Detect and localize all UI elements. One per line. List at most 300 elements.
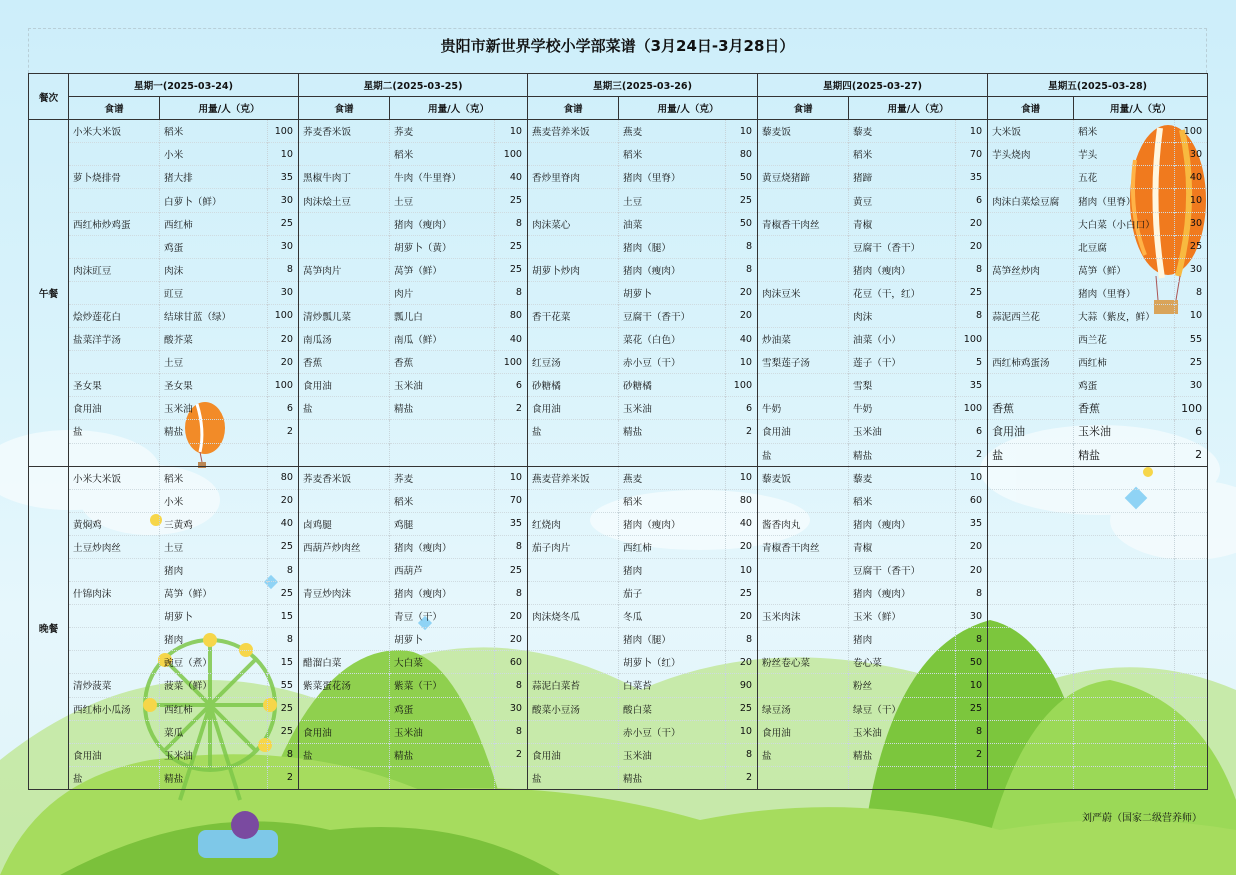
amount-value bbox=[1175, 697, 1208, 720]
dish-name: 香蕉 bbox=[299, 351, 390, 374]
dish-name bbox=[988, 605, 1074, 628]
ingredient-name: 油菜（小） bbox=[849, 328, 956, 351]
table-row bbox=[29, 443, 1208, 466]
amount-value: 8 bbox=[956, 258, 988, 281]
amount-header: 用量/人（克） bbox=[619, 97, 758, 120]
amount-value bbox=[1175, 674, 1208, 697]
dish-name: 南瓜汤 bbox=[299, 328, 390, 351]
amount-value: 8 bbox=[726, 743, 758, 766]
ingredient-name: 结球甘蓝（绿） bbox=[160, 304, 268, 327]
ingredient-name: 玉米油 bbox=[849, 720, 956, 743]
ingredient-name: 西兰花 bbox=[1074, 328, 1175, 351]
dish-name: 西葫芦炒肉丝 bbox=[299, 535, 390, 558]
ingredient-name: 猪肉（瘦肉） bbox=[849, 512, 956, 535]
dish-name: 砂糖橘 bbox=[528, 374, 619, 397]
ingredient-name: 北豆腐 bbox=[1074, 235, 1175, 258]
dish-name: 肉沫豆米 bbox=[758, 281, 849, 304]
amount-value: 2 bbox=[268, 766, 299, 789]
amount-value: 8 bbox=[495, 535, 528, 558]
ingredient-name: 西红柿 bbox=[160, 212, 268, 235]
amount-value: 20 bbox=[268, 328, 299, 351]
ingredient-name bbox=[849, 766, 956, 789]
ingredient-name: 稻米 bbox=[849, 143, 956, 166]
ingredient-name bbox=[1074, 697, 1175, 720]
dish-name: 香炒里脊肉 bbox=[528, 166, 619, 189]
ingredient-name bbox=[1074, 466, 1175, 489]
ingredient-name: 青椒 bbox=[849, 535, 956, 558]
meal-label: 晚餐 bbox=[29, 466, 69, 789]
day-header: 星期一(2025-03-24) bbox=[69, 74, 299, 97]
dish-name: 食用油 bbox=[69, 397, 160, 420]
dish-name bbox=[758, 258, 849, 281]
ingredient-name: 鸡蛋 bbox=[390, 697, 495, 720]
day-header-row bbox=[29, 74, 1208, 97]
dish-name bbox=[988, 674, 1074, 697]
amount-value: 25 bbox=[726, 189, 758, 212]
ingredient-name: 荞麦 bbox=[390, 466, 495, 489]
amount-value: 8 bbox=[956, 628, 988, 651]
dish-name: 燕麦营养米饭 bbox=[528, 466, 619, 489]
ingredient-name: 胡萝卜 bbox=[390, 628, 495, 651]
ingredient-name: 稻米 bbox=[619, 143, 726, 166]
ingredient-name: 玉米油 bbox=[849, 420, 956, 443]
ingredient-name: 青椒 bbox=[849, 212, 956, 235]
amount-value: 8 bbox=[268, 558, 299, 581]
ingredient-name: 精盐 bbox=[849, 443, 956, 466]
dish-name bbox=[299, 443, 390, 466]
dish-name bbox=[988, 212, 1074, 235]
dish-name bbox=[758, 628, 849, 651]
dish-name: 肉沫烩土豆 bbox=[299, 189, 390, 212]
ingredient-name: 大白菜（小白口） bbox=[1074, 212, 1175, 235]
amount-value: 20 bbox=[726, 605, 758, 628]
ingredient-name bbox=[619, 443, 726, 466]
amount-value bbox=[1175, 743, 1208, 766]
table-row bbox=[29, 535, 1208, 558]
dish-name: 小米大米饭 bbox=[69, 120, 160, 143]
amount-value: 25 bbox=[495, 189, 528, 212]
page-title: 贵阳市新世界学校小学部菜谱（3月24日-3月28日） bbox=[28, 28, 1207, 73]
table-row bbox=[29, 466, 1208, 489]
ingredient-name: 猪肉 bbox=[160, 628, 268, 651]
dish-name bbox=[758, 374, 849, 397]
ingredient-name: 赤小豆（干） bbox=[619, 351, 726, 374]
dish-name: 食用油 bbox=[299, 374, 390, 397]
ingredient-name: 牛肉（牛里脊） bbox=[390, 166, 495, 189]
amount-value: 10 bbox=[1175, 304, 1208, 327]
amount-value: 20 bbox=[726, 304, 758, 327]
ingredient-name: 猪肉（瘦肉） bbox=[619, 512, 726, 535]
dish-name bbox=[988, 628, 1074, 651]
ingredient-name: 莴笋（鲜） bbox=[1074, 258, 1175, 281]
ingredient-name: 稻米 bbox=[619, 489, 726, 512]
dish-name bbox=[299, 697, 390, 720]
table-row bbox=[29, 235, 1208, 258]
amount-value: 20 bbox=[495, 605, 528, 628]
dish-name: 酸菜小豆汤 bbox=[528, 697, 619, 720]
amount-value bbox=[495, 766, 528, 789]
amount-value: 15 bbox=[268, 605, 299, 628]
dish-name: 炒油菜 bbox=[758, 328, 849, 351]
dish-name bbox=[69, 443, 160, 466]
amount-value: 8 bbox=[495, 720, 528, 743]
amount-value: 20 bbox=[726, 535, 758, 558]
ingredient-name: 稻米 bbox=[1074, 120, 1175, 143]
ingredient-name: 精盐 bbox=[619, 420, 726, 443]
amount-value: 25 bbox=[956, 697, 988, 720]
ingredient-name bbox=[1074, 720, 1175, 743]
amount-header: 用量/人（克） bbox=[390, 97, 528, 120]
table-row bbox=[29, 720, 1208, 743]
amount-value: 20 bbox=[956, 235, 988, 258]
amount-value: 70 bbox=[495, 489, 528, 512]
dish-name: 食用油 bbox=[528, 397, 619, 420]
dish-name: 盐菜洋芋汤 bbox=[69, 328, 160, 351]
amount-value: 30 bbox=[268, 235, 299, 258]
ingredient-name: 胡萝卜 bbox=[160, 605, 268, 628]
ingredient-name: 鸡腿 bbox=[390, 512, 495, 535]
ingredient-name: 五花 bbox=[1074, 166, 1175, 189]
dish-name bbox=[988, 235, 1074, 258]
ingredient-name: 稻米 bbox=[849, 489, 956, 512]
ingredient-name: 精盐 bbox=[390, 743, 495, 766]
amount-value bbox=[1175, 628, 1208, 651]
amount-value: 8 bbox=[268, 258, 299, 281]
ingredient-name: 西红柿 bbox=[1074, 351, 1175, 374]
amount-value: 2 bbox=[1175, 443, 1208, 466]
amount-value: 25 bbox=[495, 258, 528, 281]
amount-value bbox=[1175, 651, 1208, 674]
amount-value: 25 bbox=[1175, 235, 1208, 258]
dish-name: 蒜泥白菜苔 bbox=[528, 674, 619, 697]
dish-name bbox=[69, 605, 160, 628]
ingredient-name bbox=[390, 766, 495, 789]
ingredient-name: 精盐 bbox=[160, 420, 268, 443]
dish-name bbox=[758, 674, 849, 697]
amount-value bbox=[495, 443, 528, 466]
dish-name bbox=[528, 582, 619, 605]
amount-value: 35 bbox=[956, 374, 988, 397]
amount-value: 6 bbox=[956, 189, 988, 212]
amount-value: 35 bbox=[956, 166, 988, 189]
dish-name: 青椒香干肉丝 bbox=[758, 212, 849, 235]
dish-name bbox=[528, 143, 619, 166]
day-header: 星期五(2025-03-28) bbox=[988, 74, 1208, 97]
amount-value: 25 bbox=[726, 697, 758, 720]
dish-name: 西红柿炒鸡蛋 bbox=[69, 212, 160, 235]
amount-value bbox=[1175, 489, 1208, 512]
amount-value: 6 bbox=[956, 420, 988, 443]
ingredient-name bbox=[1074, 743, 1175, 766]
ingredient-name: 小米 bbox=[160, 489, 268, 512]
table-row bbox=[29, 697, 1208, 720]
amount-value: 25 bbox=[268, 720, 299, 743]
amount-value: 30 bbox=[1175, 374, 1208, 397]
dish-name: 肉沫菜心 bbox=[528, 212, 619, 235]
dish-name bbox=[528, 720, 619, 743]
table-row bbox=[29, 766, 1208, 789]
ingredient-name: 精盐 bbox=[1074, 443, 1175, 466]
dish-name bbox=[758, 189, 849, 212]
ingredient-name: 西红柿 bbox=[160, 697, 268, 720]
dish-name bbox=[299, 420, 390, 443]
amount-value: 6 bbox=[1175, 420, 1208, 443]
dish-name: 盐 bbox=[69, 420, 160, 443]
meal-column-header: 餐次 bbox=[29, 74, 69, 120]
ingredient-name: 豆腐干（香干） bbox=[619, 304, 726, 327]
dish-name: 西红柿鸡蛋汤 bbox=[988, 351, 1074, 374]
amount-value: 100 bbox=[726, 374, 758, 397]
amount-value: 2 bbox=[495, 397, 528, 420]
dish-header: 食谱 bbox=[988, 97, 1074, 120]
dish-name bbox=[299, 235, 390, 258]
ingredient-name: 小米 bbox=[160, 143, 268, 166]
amount-value: 10 bbox=[726, 720, 758, 743]
table-row bbox=[29, 212, 1208, 235]
ingredient-name: 精盐 bbox=[390, 397, 495, 420]
table-row bbox=[29, 143, 1208, 166]
ingredient-name: 砂糖橘 bbox=[619, 374, 726, 397]
menu-table bbox=[28, 73, 1208, 790]
dish-name bbox=[69, 651, 160, 674]
ingredient-name: 土豆 bbox=[619, 189, 726, 212]
dish-name bbox=[988, 743, 1074, 766]
amount-value: 8 bbox=[495, 281, 528, 304]
ingredient-name: 大蒜（紫皮，鲜） bbox=[1074, 304, 1175, 327]
dish-name: 莴笋丝炒肉 bbox=[988, 258, 1074, 281]
dish-name bbox=[69, 235, 160, 258]
dish-name: 肉沫豇豆 bbox=[69, 258, 160, 281]
dish-name bbox=[988, 466, 1074, 489]
amount-value bbox=[1175, 558, 1208, 581]
amount-value: 10 bbox=[726, 351, 758, 374]
dish-name: 茄子肉片 bbox=[528, 535, 619, 558]
amount-value: 70 bbox=[956, 143, 988, 166]
dish-name: 荞麦香米饭 bbox=[299, 466, 390, 489]
amount-value: 8 bbox=[956, 720, 988, 743]
dish-name: 青椒香干肉丝 bbox=[758, 535, 849, 558]
dish-name: 紫菜蛋花汤 bbox=[299, 674, 390, 697]
ingredient-name: 西葫芦 bbox=[390, 558, 495, 581]
amount-value bbox=[956, 766, 988, 789]
table-row bbox=[29, 651, 1208, 674]
ingredient-name: 青豆（干） bbox=[390, 605, 495, 628]
table-row bbox=[29, 189, 1208, 212]
dish-name: 青豆炒肉沫 bbox=[299, 582, 390, 605]
ingredient-name bbox=[160, 443, 268, 466]
amount-value bbox=[726, 443, 758, 466]
amount-value: 25 bbox=[495, 558, 528, 581]
ingredient-name: 冬瓜 bbox=[619, 605, 726, 628]
ingredient-name: 土豆 bbox=[160, 535, 268, 558]
dish-name: 酱香肉丸 bbox=[758, 512, 849, 535]
amount-header: 用量/人（克） bbox=[1074, 97, 1208, 120]
amount-value: 50 bbox=[726, 212, 758, 235]
ingredient-name: 玉米油 bbox=[619, 743, 726, 766]
ingredient-name: 猪肉（腿） bbox=[619, 628, 726, 651]
amount-value: 80 bbox=[268, 466, 299, 489]
amount-value: 8 bbox=[726, 235, 758, 258]
amount-value: 8 bbox=[495, 212, 528, 235]
amount-value: 10 bbox=[268, 143, 299, 166]
dish-name: 卤鸡腿 bbox=[299, 512, 390, 535]
ingredient-name: 胡萝卜 bbox=[619, 281, 726, 304]
dish-name bbox=[988, 489, 1074, 512]
dish-name: 圣女果 bbox=[69, 374, 160, 397]
amount-value bbox=[495, 420, 528, 443]
dish-name bbox=[988, 328, 1074, 351]
menu-body bbox=[29, 120, 1208, 790]
ingredient-name: 燕麦 bbox=[619, 466, 726, 489]
dish-name: 什锦肉沫 bbox=[69, 582, 160, 605]
ingredient-name: 猪肉（瘦肉） bbox=[390, 535, 495, 558]
ingredient-name: 卷心菜 bbox=[849, 651, 956, 674]
amount-value: 10 bbox=[726, 120, 758, 143]
amount-value bbox=[1175, 605, 1208, 628]
dish-name bbox=[528, 189, 619, 212]
amount-value: 10 bbox=[956, 120, 988, 143]
dish-name: 肉沫烧冬瓜 bbox=[528, 605, 619, 628]
table-row bbox=[29, 420, 1208, 443]
amount-value: 30 bbox=[268, 189, 299, 212]
ingredient-name bbox=[1074, 535, 1175, 558]
ingredient-name: 猪肉 bbox=[849, 628, 956, 651]
day-header: 星期三(2025-03-26) bbox=[528, 74, 758, 97]
ingredient-name: 土豆 bbox=[160, 351, 268, 374]
dish-name: 食用油 bbox=[988, 420, 1074, 443]
ingredient-name: 瓢儿白 bbox=[390, 304, 495, 327]
ingredient-name bbox=[1074, 558, 1175, 581]
dish-name bbox=[528, 443, 619, 466]
ingredient-name: 稻米 bbox=[390, 489, 495, 512]
dish-name: 雪梨莲子汤 bbox=[758, 351, 849, 374]
ingredient-name: 莲子（干） bbox=[849, 351, 956, 374]
ingredient-name: 胡萝卜（黄） bbox=[390, 235, 495, 258]
dish-name bbox=[758, 766, 849, 789]
ingredient-name: 猪肉（里脊） bbox=[1074, 189, 1175, 212]
ingredient-name: 黄豆 bbox=[849, 189, 956, 212]
dish-name: 绿豆汤 bbox=[758, 697, 849, 720]
dish-name bbox=[299, 281, 390, 304]
dish-name bbox=[988, 651, 1074, 674]
nutritionist-signature: 刘严蔚（国家二级营养师） bbox=[1082, 813, 1202, 824]
amount-value: 80 bbox=[726, 489, 758, 512]
amount-value: 10 bbox=[956, 466, 988, 489]
amount-value: 20 bbox=[956, 212, 988, 235]
day-header: 星期四(2025-03-27) bbox=[758, 74, 988, 97]
dish-header: 食谱 bbox=[69, 97, 160, 120]
dish-name: 黄豆烧猪蹄 bbox=[758, 166, 849, 189]
amount-value: 6 bbox=[268, 397, 299, 420]
amount-value: 10 bbox=[726, 466, 758, 489]
dish-name bbox=[758, 558, 849, 581]
ingredient-name: 藜麦 bbox=[849, 466, 956, 489]
meal-label: 午餐 bbox=[29, 120, 69, 466]
dish-name bbox=[758, 582, 849, 605]
ingredient-name: 芋头 bbox=[1074, 143, 1175, 166]
amount-value: 80 bbox=[495, 304, 528, 327]
dish-name: 香干花菜 bbox=[528, 304, 619, 327]
dish-name: 小米大米饭 bbox=[69, 466, 160, 489]
amount-value: 2 bbox=[726, 766, 758, 789]
ingredient-name: 玉米油 bbox=[1074, 420, 1175, 443]
ingredient-name: 白萝卜（鲜） bbox=[160, 189, 268, 212]
amount-value: 15 bbox=[268, 651, 299, 674]
ingredient-name: 鸡蛋 bbox=[160, 235, 268, 258]
dish-name: 醋溜白菜 bbox=[299, 651, 390, 674]
table-row bbox=[29, 328, 1208, 351]
dish-name: 黄焖鸡 bbox=[69, 512, 160, 535]
amount-value: 20 bbox=[268, 351, 299, 374]
dish-name: 香蕉 bbox=[988, 397, 1074, 420]
amount-value: 2 bbox=[726, 420, 758, 443]
ingredient-name: 菠菜（鲜） bbox=[160, 674, 268, 697]
amount-value: 30 bbox=[495, 697, 528, 720]
dish-name bbox=[299, 605, 390, 628]
ingredient-name: 玉米（鲜） bbox=[849, 605, 956, 628]
ingredient-name bbox=[1074, 674, 1175, 697]
table-row bbox=[29, 512, 1208, 535]
amount-value: 6 bbox=[726, 397, 758, 420]
dish-name: 盐 bbox=[758, 743, 849, 766]
ingredient-name: 南瓜（鲜） bbox=[390, 328, 495, 351]
amount-value: 80 bbox=[726, 143, 758, 166]
ingredient-name: 猪肉（瘦肉） bbox=[390, 212, 495, 235]
ingredient-name: 胡萝卜（红） bbox=[619, 651, 726, 674]
amount-value: 5 bbox=[956, 351, 988, 374]
amount-value: 100 bbox=[956, 328, 988, 351]
ingredient-name: 猪肉（里脊） bbox=[1074, 281, 1175, 304]
ingredient-name: 精盐 bbox=[849, 743, 956, 766]
ingredient-name: 玉米油 bbox=[390, 374, 495, 397]
ingredient-name bbox=[1074, 512, 1175, 535]
amount-value: 55 bbox=[268, 674, 299, 697]
amount-value: 2 bbox=[956, 443, 988, 466]
amount-value bbox=[1175, 766, 1208, 789]
amount-value bbox=[1175, 535, 1208, 558]
table-row bbox=[29, 605, 1208, 628]
ingredient-name bbox=[1074, 582, 1175, 605]
dish-name: 食用油 bbox=[758, 420, 849, 443]
dish-name bbox=[528, 489, 619, 512]
ingredient-name: 精盐 bbox=[619, 766, 726, 789]
dish-name: 土豆炒肉丝 bbox=[69, 535, 160, 558]
dish-name: 清炒瓢儿菜 bbox=[299, 304, 390, 327]
ingredient-name: 绿豆（干） bbox=[849, 697, 956, 720]
ingredient-name: 赤小豆（干） bbox=[619, 720, 726, 743]
amount-value: 40 bbox=[268, 512, 299, 535]
amount-value: 25 bbox=[956, 281, 988, 304]
amount-value: 20 bbox=[268, 489, 299, 512]
table-row bbox=[29, 281, 1208, 304]
dish-name bbox=[299, 628, 390, 651]
ingredient-name bbox=[1074, 628, 1175, 651]
table-row bbox=[29, 628, 1208, 651]
dish-name: 藜麦饭 bbox=[758, 466, 849, 489]
ingredient-name: 猪肉 bbox=[160, 558, 268, 581]
ingredient-name: 牛奶 bbox=[849, 397, 956, 420]
amount-value: 40 bbox=[495, 328, 528, 351]
day-header: 星期二(2025-03-25) bbox=[299, 74, 528, 97]
amount-header: 用量/人（克） bbox=[849, 97, 988, 120]
dish-name bbox=[988, 697, 1074, 720]
table-row bbox=[29, 166, 1208, 189]
dish-name bbox=[988, 535, 1074, 558]
table-row bbox=[29, 674, 1208, 697]
dish-name bbox=[988, 166, 1074, 189]
amount-value: 30 bbox=[1175, 212, 1208, 235]
dish-header: 食谱 bbox=[758, 97, 849, 120]
